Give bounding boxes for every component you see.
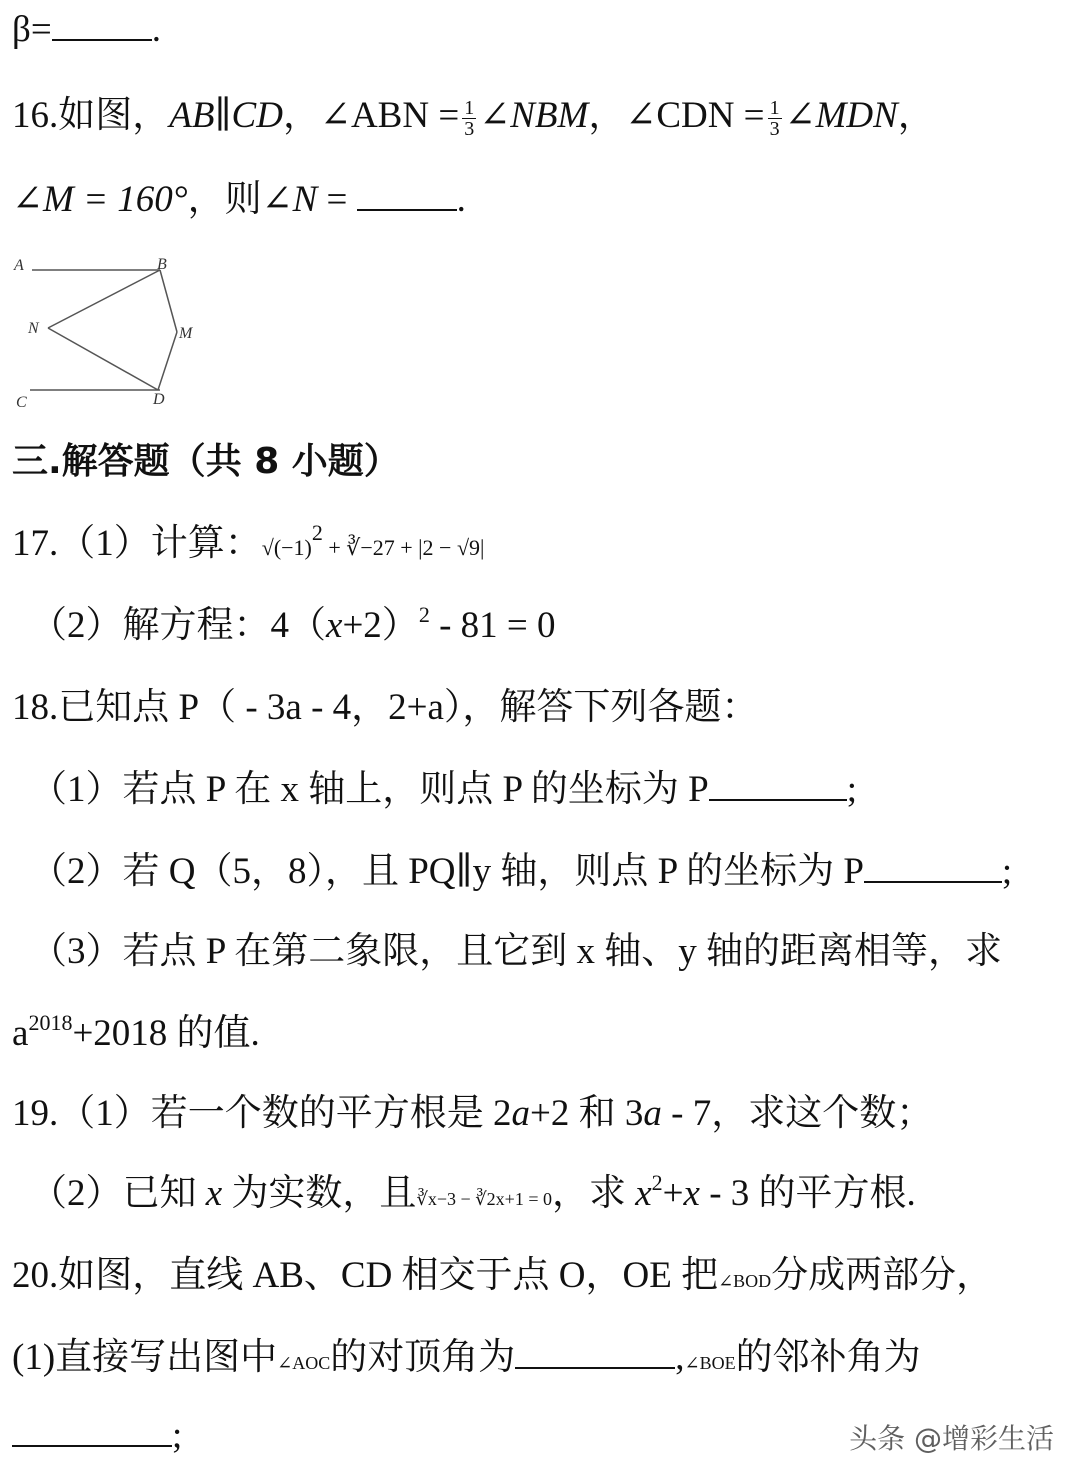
math-var: a <box>511 1093 530 1134</box>
text: +2018 的值. <box>72 1013 260 1054</box>
numerator: 1 <box>464 97 475 120</box>
text: - 3 的平方根. <box>699 1173 916 1214</box>
text: 20.如图，直线 AB、CD 相交于点 O，OE 把 <box>12 1255 719 1296</box>
text: . <box>151 9 161 50</box>
section-heading: 三.解答题（共 8 小题） <box>12 441 400 482</box>
watermark: 头条 @增彩生活 <box>849 1422 1054 1455</box>
text: （1）若点 P 在 x 轴上，则点 P 的坐标为 P <box>30 769 709 810</box>
answer-blank <box>12 1415 172 1447</box>
exponent: 2018 <box>28 1009 73 1035</box>
math-var: x <box>326 605 343 646</box>
answer-blank <box>357 179 457 211</box>
answer-blank <box>515 1337 675 1369</box>
text: 19.（1）若一个数的平方根是 2 <box>12 1093 512 1134</box>
question-18-2 <box>30 850 1012 894</box>
segment-md <box>158 332 177 390</box>
fraction <box>462 98 476 139</box>
text: ; <box>172 1415 183 1456</box>
text: = <box>317 179 357 220</box>
angle-symbol: ∠AOC <box>277 1353 331 1373</box>
text: 的邻补角为 <box>735 1337 921 1378</box>
answer-blank <box>52 9 152 41</box>
segment-nb <box>48 270 160 328</box>
segment-bm <box>160 270 177 332</box>
question-16-cont <box>12 178 466 222</box>
exponent: 2 <box>418 601 430 627</box>
denominator: 3 <box>769 118 780 141</box>
text: 为实数，且 <box>222 1173 417 1214</box>
label-n: N <box>28 320 39 337</box>
text: . <box>456 179 466 220</box>
text: 16.如图， <box>12 95 170 136</box>
text: a <box>12 1013 29 1054</box>
text: ，求 <box>551 1173 636 1214</box>
text: +2） <box>342 605 419 646</box>
question-16 <box>12 94 935 139</box>
question-18-3: （3）若点 P 在第二象限，且它到 x 轴、y 轴的距离相等，求 <box>30 931 1002 972</box>
denominator: 3 <box>464 118 475 141</box>
math-var: x <box>635 1173 652 1214</box>
text: ， <box>897 95 935 136</box>
segment-nd <box>48 328 158 390</box>
text: β= <box>12 9 52 50</box>
question-18-3-cont <box>12 1009 260 1056</box>
question-20-1-cont <box>12 1414 182 1458</box>
math: N <box>292 179 318 220</box>
question-20 <box>12 1254 993 1303</box>
math-var: x <box>683 1173 700 1214</box>
question-18-1 <box>30 768 857 812</box>
label-c: C <box>16 394 27 411</box>
text: + <box>662 1173 684 1214</box>
fraction <box>768 98 782 139</box>
text: ; <box>846 769 858 810</box>
math: ∠M = 160° <box>12 179 188 220</box>
text: （2）若 Q（5，8），且 PQ∥y 轴，则点 P 的坐标为 P <box>30 851 864 892</box>
math-equation: ∛x−3 − ∛2x+1 = 0 <box>416 1189 552 1209</box>
geometry-figure <box>10 250 210 415</box>
text: +2 和 3 <box>530 1093 644 1134</box>
angle-symbol: ∠BOE <box>684 1353 736 1373</box>
text: 的对顶角为 <box>330 1337 516 1378</box>
text: ，∠CDN = <box>588 95 765 136</box>
math-var: a <box>643 1093 662 1134</box>
text: 分成两部分， <box>771 1255 994 1296</box>
math-radical: √(−1) <box>261 535 312 560</box>
question-17-2 <box>30 601 556 648</box>
math: ∠MDN <box>784 95 898 136</box>
text: ; <box>1001 851 1013 892</box>
label-m: M <box>179 325 193 342</box>
math: ∠NBM <box>479 95 589 136</box>
text: - 81 = 0 <box>429 605 556 646</box>
exponent: 2 <box>311 519 323 545</box>
text: , <box>675 1337 685 1378</box>
text: ，则∠ <box>187 179 293 220</box>
answer-blank <box>709 769 847 801</box>
question-20-1 <box>12 1336 921 1385</box>
question-17-1 <box>12 519 485 570</box>
text: （2）解方程：4（ <box>30 605 326 646</box>
math-expression: + ∛−27 + |2 − √9| <box>322 535 485 560</box>
question-18: 18.已知点 P（ - 3a - 4，2+a），解答下列各题： <box>12 687 759 728</box>
text: （2）已知 <box>30 1173 206 1214</box>
angle-symbol: ∠BOD <box>718 1271 772 1291</box>
label-a: A <box>14 257 24 274</box>
text: - 7，求这个数； <box>661 1093 934 1134</box>
label-b: B <box>157 256 167 273</box>
text: (1)直接写出图中 <box>12 1337 278 1378</box>
line-beta <box>12 8 161 52</box>
math-var: x <box>205 1173 223 1214</box>
question-19-2 <box>30 1169 916 1221</box>
math: AB∥CD <box>169 95 283 136</box>
question-19-1 <box>12 1092 933 1136</box>
label-d: D <box>153 391 165 408</box>
text: ，∠ABN = <box>282 95 460 136</box>
answer-blank <box>864 851 1002 883</box>
text: 17.（1）计算： <box>12 523 262 564</box>
exponent: 2 <box>651 1169 663 1195</box>
numerator: 1 <box>769 97 780 120</box>
